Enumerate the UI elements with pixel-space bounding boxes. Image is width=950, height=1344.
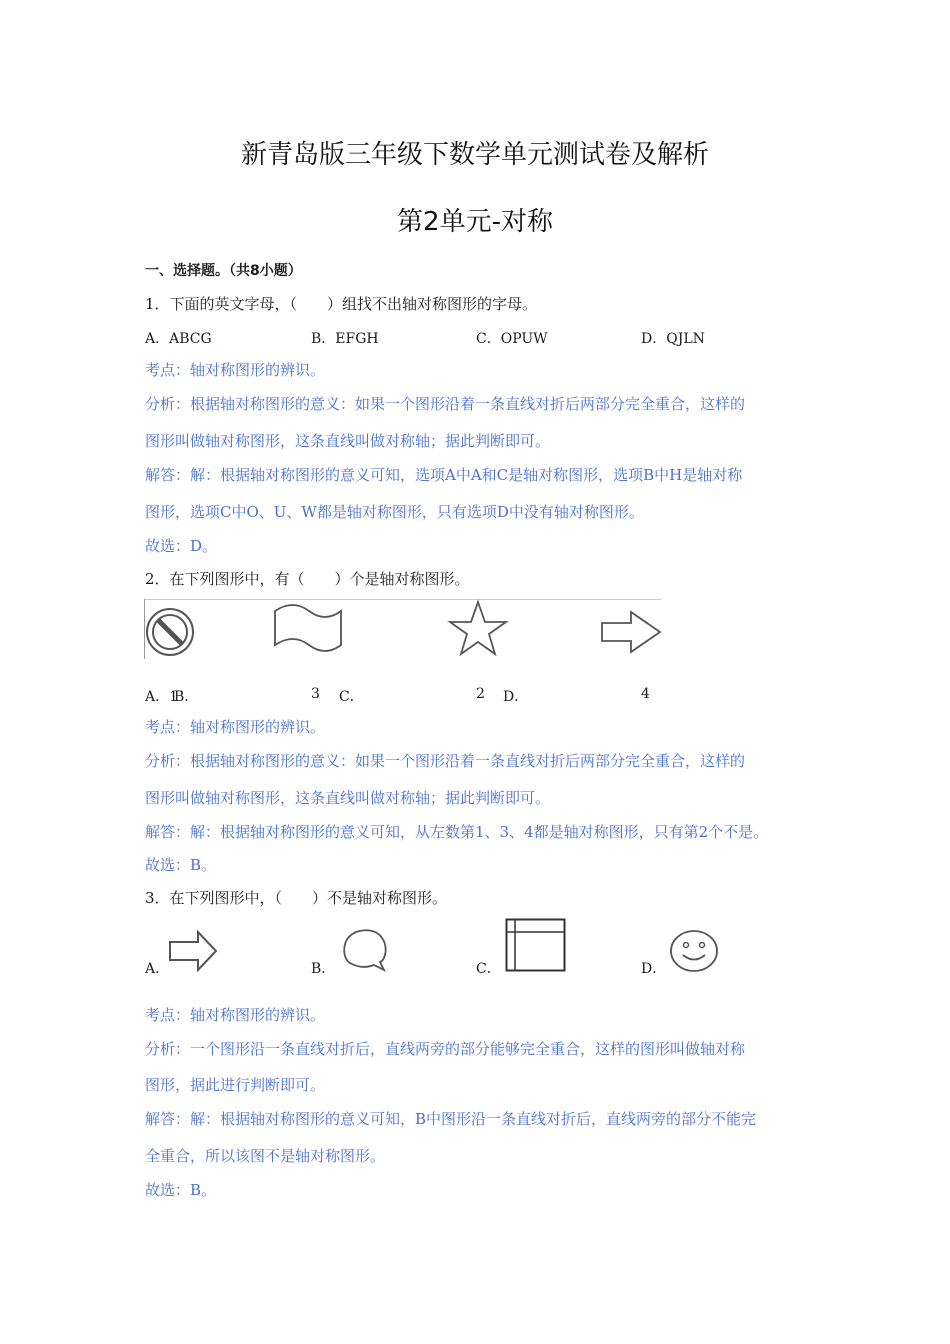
q2-option-b-label: B． (174, 689, 199, 705)
q1-option-a: A．ABCG (145, 331, 212, 347)
smiley-face-icon (668, 928, 720, 974)
q1-point: 考点：轴对称图形的辨识。 (145, 361, 326, 379)
q2-analysis-line2: 图形叫做轴对称图形，这条直线叫做对称轴；据此判断即可。 (145, 789, 551, 807)
q2-point: 考点：轴对称图形的辨识。 (145, 718, 326, 736)
q1-answer-line2: 图形，选项C中O、U、W都是轴对称图形，只有选项D中没有轴对称图形。 (145, 503, 644, 521)
q1-stem: 1．下面的英文字母，（ ）组找不出轴对称图形的字母。 (145, 295, 538, 313)
star-icon (450, 602, 506, 654)
q1-option-c: C．OPUW (476, 331, 548, 347)
q2-answer-line1: 解答：解：根据轴对称图形的意义可知，从左数第1、3、4都是轴对称图形，只有第2个不是。 (145, 823, 769, 841)
q2-option-c-label: C． (339, 689, 364, 705)
q1-option-b: B．EFGH (311, 331, 379, 347)
window-frame-icon (505, 918, 567, 973)
q3-choice: 故选：B。 (145, 1181, 217, 1199)
no-sign-icon (147, 609, 193, 655)
q3-option-a-label: A． (145, 961, 170, 977)
speech-bubble-icon (340, 928, 390, 974)
q1-option-d: D．QJLN (641, 331, 705, 347)
q3-point: 考点：轴对称图形的辨识。 (145, 1006, 326, 1024)
q2-figure-strip (144, 599, 662, 661)
q1-choice: 故选：D。 (145, 537, 218, 555)
q2-option-c-value: 2 (476, 686, 485, 702)
arrow-right-icon (168, 930, 218, 972)
q2-option-d-value: 4 (641, 686, 650, 702)
q3-option-b-label: B． (311, 961, 336, 977)
q3-option-c-label: C． (476, 961, 501, 977)
document-subtitle: 第2单元-对称 (397, 207, 553, 237)
q2-stem: 2．在下列图形中，有（ ）个是轴对称图形。 (145, 570, 470, 588)
section-heading: 一、选择题。（共8小题） (145, 263, 302, 279)
q1-analysis-line1: 分析：根据轴对称图形的意义：如果一个图形沿着一条直线对折后两部分完全重合，这样的 (145, 395, 746, 413)
q3-option-d-label: D． (641, 961, 667, 977)
q2-option-d-label: D． (503, 689, 529, 705)
q2-choice: 故选：B。 (145, 856, 217, 874)
q3-analysis-line2: 图形，据此进行判断即可。 (145, 1076, 326, 1094)
q2-option-a: A．1 (145, 689, 179, 705)
q3-stem: 3．在下列图形中，（ ）不是轴对称图形。 (145, 889, 448, 907)
wavy-flag-icon (275, 605, 341, 651)
arrow-right-icon (602, 612, 660, 652)
q1-answer-line1: 解答：解：根据轴对称图形的意义可知，选项A中A和C是轴对称图形，选项B中H是轴对称 (145, 466, 743, 484)
q2-analysis-line1: 分析：根据轴对称图形的意义：如果一个图形沿着一条直线对折后两部分完全重合，这样的 (145, 752, 746, 770)
q3-answer-line1: 解答：解：根据轴对称图形的意义可知，B中图形沿一条直线对折后，直线两旁的部分不能完 (145, 1110, 757, 1128)
q3-answer-line2: 全重合，所以该图不是轴对称图形。 (145, 1147, 386, 1165)
q2-option-b-value: 3 (311, 686, 320, 702)
document-title: 新青岛版三年级下数学单元测试卷及解析 (240, 140, 709, 170)
q1-analysis-line2: 图形叫做轴对称图形，这条直线叫做对称轴；据此判断即可。 (145, 432, 551, 450)
q3-analysis-line1: 分析：一个图形沿一条直线对折后，直线两旁的部分能够完全重合，这样的图形叫做轴对称 (145, 1040, 746, 1058)
